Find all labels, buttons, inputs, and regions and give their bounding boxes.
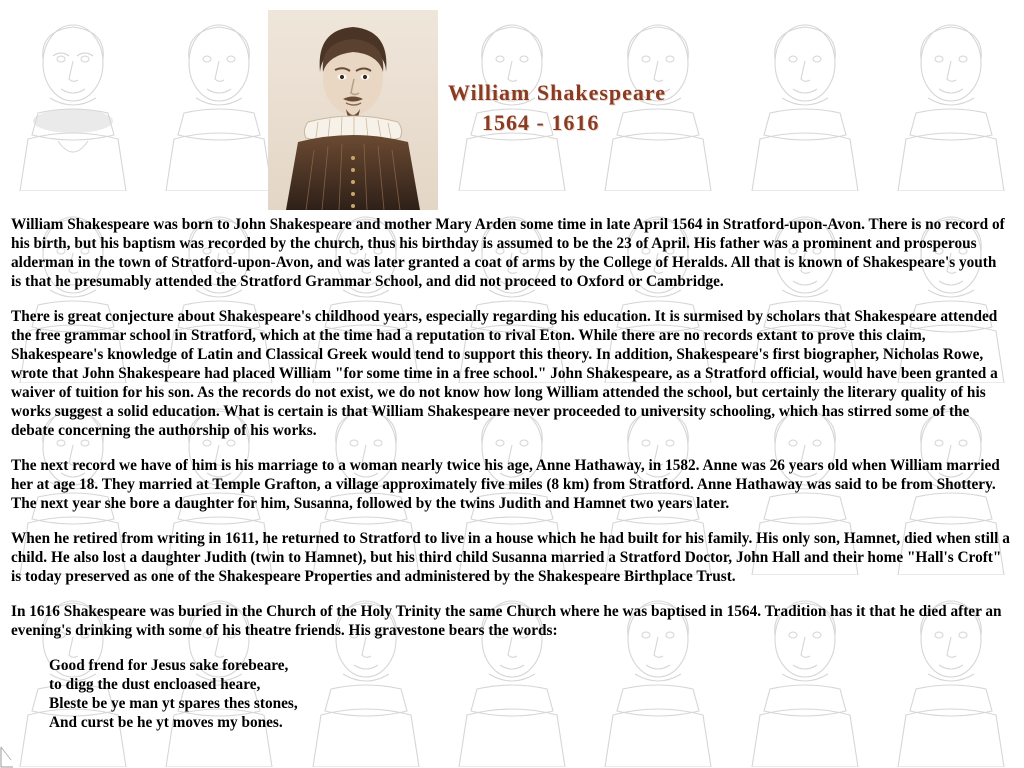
epitaph-line: to digg the dust encloased heare, — [49, 676, 261, 693]
page-header — [0, 0, 1024, 215]
paragraph-death: In 1616 Shakespeare was buried in the Church of the Holy Trinity the same Church where he was baptised in 1564. Tradition has it that he died after an evening's drinking with some of his theatre friends. His gravestone bears the words: — [11, 603, 1002, 639]
epitaph-block — [11, 656, 1010, 732]
window-resize-corner[interactable] — [0, 746, 16, 768]
paragraph-marriage: The next record we have of him is his marriage to a woman nearly twice his age, Anne Hathaway, in 1582. Anne was 26 years old when William married her at age 18. They married at Temple Grafton, a village approximately five miles (8 km) from Stratford. Anne Hathaway was said to be from Shottery. The next year she bore a daughter for him, Susanna, followed by the twins Judith and Hamnet two years later. — [11, 457, 1000, 512]
paragraph-education: There is great conjecture about Shakespeare's childhood years, especially regarding his education. It is surmised by scholars that Shakespeare attended the free grammar school in Stratford, which at the time had a reputation to rival Eton. While there are no records extant to prove this claim, Shakespeare's knowledge of Latin and Classical Greek would tend to support this theory. In addition, Shakespeare's first biographer, Nicholas Rowe, wrote that John Shakespeare had placed William "for some time in a free school." John Shakespeare, as a Stratford official, would have been granted a waiver of tuition for his son. As the records do not exist, we do not know how long William attended the school, but certainly the literary quality of his works suggest a solid education. What is certain is that William Shakespeare never proceeded to university schooling, which has stirred some of the debate concerning the authorship of his works. — [11, 308, 998, 439]
epitaph-line: And curst be he yt moves my bones. — [49, 714, 283, 731]
shakespeare-portrait-image — [268, 10, 438, 210]
article-body — [0, 215, 1024, 732]
epitaph-line: Good frend for Jesus sake forebeare, — [49, 657, 289, 674]
page-subtitle-dates: 1564 - 1616 — [482, 110, 600, 135]
paragraph-birth: William Shakespeare was born to John Shakespeare and mother Mary Arden some time in late April 1564 in Stratford-upon-Avon. There is no record of his birth, but his baptism was recorded by the church, thus his birthday is assumed to be the 23 of April. His father was a prominent and prosperous alderman in the town of Stratford-upon-Avon, and was later granted a coat of arms by the College of Heralds. All that is known of Shakespeare's youth is that he presumably attended the Stratford Grammar School, and did not proceed to Oxford or Cambridge. — [11, 216, 1005, 290]
page-title: William Shakespeare — [448, 80, 667, 105]
epitaph-line: Bleste be ye man yt spares thes stones, — [49, 695, 298, 712]
title-block — [448, 78, 868, 138]
paragraph-retirement: When he retired from writing in 1611, he returned to Stratford to live in a house which he had built for his family. His only son, Hamnet, died when still a child. He also lost a daughter Judith (twin to Hamnet), but his third child Susanna married a Stratford Doctor, John Hall and their home "Hall's Croft" is today preserved as one of the Shakespeare Properties and administered by the Shakespeare Birthplace Trust. — [11, 530, 1010, 585]
